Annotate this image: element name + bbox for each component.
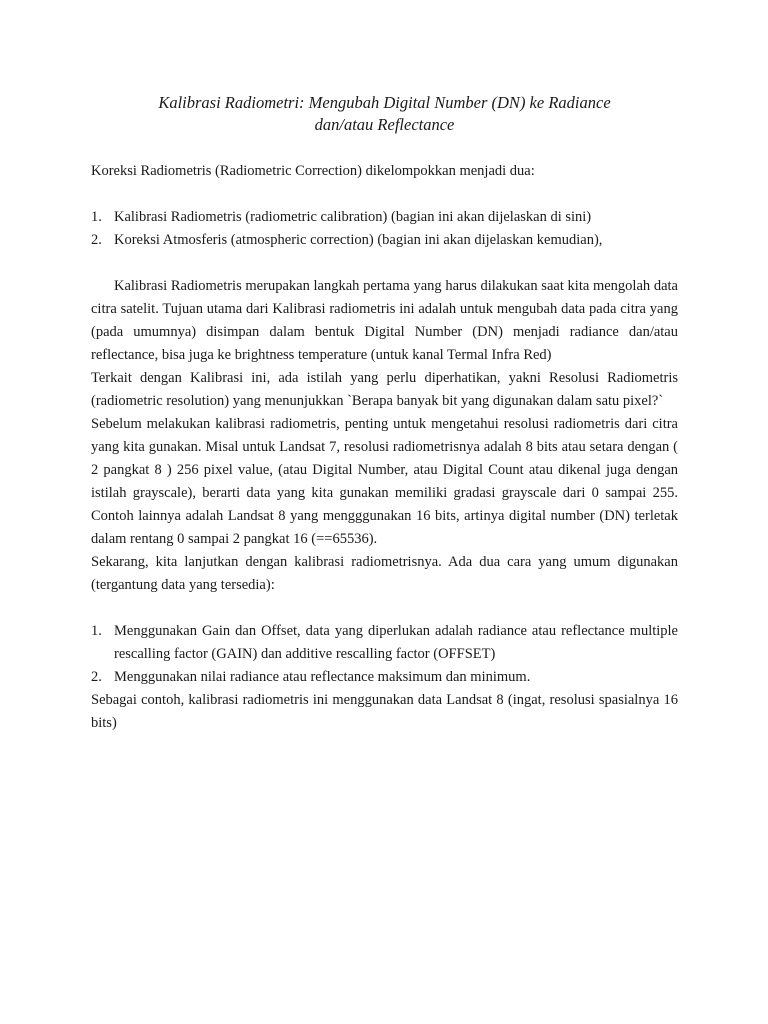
- list-item-text: Menggunakan nilai radiance atau reflectance maksimum dan minimum.: [114, 669, 531, 685]
- list-item-number: 2.: [91, 232, 102, 248]
- list-item-number: 1.: [91, 623, 102, 639]
- list-item-text: Koreksi Atmosferis (atmospheric correction) (bagian ini akan dijelaskan kemudian),: [114, 232, 603, 248]
- list-item: [91, 229, 678, 252]
- list-item-number: 1.: [91, 209, 102, 225]
- intro-paragraph: Koreksi Radiometris (Radiometric Correction) dikelompokkan menjadi dua:: [91, 163, 535, 179]
- document-page: [91, 92, 678, 735]
- paragraph-landsat-bits: Sebelum melakukan kalibrasi radiometris, penting untuk mengetahui resolusi radiometris dari citra yang kita gunakan. Misal untuk Landsat 7, resolusi radiometrisnya adalah 8 bits atau setara dengan ( 2 pangkat 8 ) 256 pixel value, (atau Digital Number, atau Digital Count atau dikenal juga dengan istilah grayscale), berarti data yang kita gunakan memiliki gradasi grayscale dari 0 sampai 255. Contoh lainnya adalah Landsat 8 yang mengggunakan 16 bits, artinya digital number (DN) terletak dalam rentang 0 sampai 2 pangkat 16 (==65536).: [91, 416, 678, 547]
- paragraph-example: Sebagai contoh, kalibrasi radiometris ini menggunakan data Landsat 8 (ingat, resolusi spasialnya 16 bits): [91, 692, 678, 731]
- calibration-methods-list: [91, 620, 678, 689]
- list-item-number: 2.: [91, 669, 102, 685]
- list-item: [91, 620, 678, 666]
- list-item: [91, 206, 678, 229]
- list-item-text: Menggunakan Gain dan Offset, data yang diperlukan adalah radiance atau reflectance multiple rescalling factor (GAIN) dan additive rescalling factor (OFFSET): [114, 623, 678, 662]
- correction-types-list: [91, 206, 678, 252]
- title-line-2: dan/atau Reflectance: [314, 115, 455, 134]
- title-line-1: Kalibrasi Radiometri: Mengubah Digital Number (DN) ke Radiance: [158, 93, 611, 112]
- list-item-text: Kalibrasi Radiometris (radiometric calibration) (bagian ini akan dijelaskan di sini): [114, 209, 592, 225]
- list-item: [91, 666, 678, 689]
- page-title: [91, 92, 678, 136]
- paragraph-calibration-methods: Sekarang, kita lanjutkan dengan kalibrasi radiometrisnya. Ada dua cara yang umum digunakan (tergantung data yang tersedia):: [91, 554, 678, 593]
- paragraph-calibration-intro: Kalibrasi Radiometris merupakan langkah pertama yang harus dilakukan saat kita mengolah data citra satelit. Tujuan utama dari Kalibrasi radiometris ini adalah untuk mengubah data pada citra yang (pada umumnya) disimpan dalam bentuk Digital Number (DN) menjadi radiance dan/atau reflectance, bisa juga ke brightness temperature (untuk kanal Termal Infra Red): [91, 278, 678, 363]
- paragraph-radiometric-resolution: Terkait dengan Kalibrasi ini, ada istilah yang perlu diperhatikan, yakni Resolusi Radiometris (radiometric resolution) yang menunjukkan `Berapa banyak bit yang digunakan dalam satu pixel?`: [91, 370, 678, 409]
